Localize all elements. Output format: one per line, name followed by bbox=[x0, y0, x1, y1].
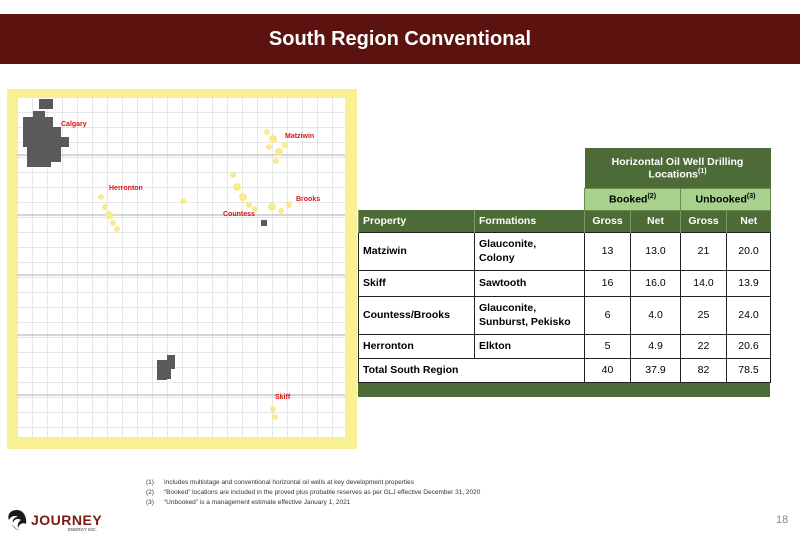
group-header: Horizontal Oil Well Drilling Locations$^{(1)}$ bbox=[585, 148, 771, 188]
row-property: Matziwin bbox=[359, 232, 475, 270]
footnote: (2) “Booked” locations are included in the proved plus probable reserves as per GLJ effective December 31, 2020 bbox=[146, 489, 481, 496]
countess-lands bbox=[261, 220, 267, 226]
row-booked-gross: 16 bbox=[585, 270, 631, 296]
logo-name: JOURNEY bbox=[31, 512, 103, 528]
column-header-booked-gross: Gross bbox=[585, 210, 631, 232]
map-frame bbox=[7, 89, 357, 449]
row-unbooked-net: 20.0 bbox=[727, 232, 771, 270]
total-booked-gross: 40 bbox=[585, 358, 631, 382]
total-label: Total South Region bbox=[359, 358, 585, 382]
row-unbooked-gross: 21 bbox=[681, 232, 727, 270]
row-unbooked-net: 24.0 bbox=[727, 296, 771, 334]
row-booked-gross: 6 bbox=[585, 296, 631, 334]
column-header-formations: Formations bbox=[475, 210, 585, 232]
table-row bbox=[359, 232, 771, 270]
row-booked-net: 13.0 bbox=[631, 232, 681, 270]
map-label-countess: Countess bbox=[223, 211, 255, 218]
total-unbooked-net: 78.5 bbox=[727, 358, 771, 382]
footnote: (1) Includes multistage and conventional horizontal oil wells at key development properties bbox=[146, 479, 415, 486]
row-formations: Sawtooth bbox=[475, 270, 585, 296]
row-booked-net: 16.0 bbox=[631, 270, 681, 296]
row-unbooked-net: 13.9 bbox=[727, 270, 771, 296]
map-grid bbox=[17, 97, 345, 437]
row-booked-net: 4.9 bbox=[631, 334, 681, 358]
column-header-booked-net: Net bbox=[631, 210, 681, 232]
map-label-calgary: Calgary bbox=[61, 121, 87, 128]
table-row bbox=[359, 270, 771, 296]
column-header-property: Property bbox=[359, 210, 475, 232]
journey-logo bbox=[6, 508, 116, 532]
row-unbooked-gross: 25 bbox=[681, 296, 727, 334]
table-row bbox=[359, 334, 771, 358]
row-booked-net: 4.0 bbox=[631, 296, 681, 334]
row-property: Countess/Brooks bbox=[359, 296, 475, 334]
row-property: Herronton bbox=[359, 334, 475, 358]
row-formations: Glauconite, Colony bbox=[475, 232, 585, 270]
row-formations: Glauconite, Sunburst, Pekisko bbox=[475, 296, 585, 334]
map-label-herronton: Herronton bbox=[109, 185, 143, 192]
row-booked-gross: 5 bbox=[585, 334, 631, 358]
logo-sub: ENERGY INC. bbox=[68, 527, 98, 532]
table-row bbox=[359, 296, 771, 334]
map-label-skiff: Skiff bbox=[275, 394, 291, 401]
row-unbooked-gross: 22 bbox=[681, 334, 727, 358]
row-property: Skiff bbox=[359, 270, 475, 296]
row-formations: Elkton bbox=[475, 334, 585, 358]
table-total-row bbox=[359, 358, 771, 382]
unbooked-header: Unbooked$^{(3)}$ bbox=[681, 188, 771, 210]
booked-header: Booked$^{(2)}$ bbox=[585, 188, 681, 210]
column-header-unbooked-gross: Gross bbox=[681, 210, 727, 232]
total-booked-net: 37.9 bbox=[631, 358, 681, 382]
footnotes bbox=[146, 478, 480, 508]
map-label-brooks: Brooks bbox=[296, 196, 321, 203]
table-bottom-bar bbox=[358, 383, 770, 397]
map-label-matziwin: Matziwin bbox=[285, 133, 315, 140]
slide-title: South Region Conventional bbox=[268, 28, 532, 50]
page-number: 18 bbox=[776, 514, 789, 526]
row-unbooked-net: 20.6 bbox=[727, 334, 771, 358]
row-booked-gross: 13 bbox=[585, 232, 631, 270]
journey-swirl-icon bbox=[6, 509, 28, 531]
row-unbooked-gross: 14.0 bbox=[681, 270, 727, 296]
map-graphic bbox=[17, 97, 345, 437]
map-area bbox=[17, 97, 345, 437]
drilling-locations-table bbox=[358, 148, 771, 383]
total-unbooked-gross: 82 bbox=[681, 358, 727, 382]
column-header-unbooked-net: Net bbox=[727, 210, 771, 232]
footnote: (3) “Unbooked” is a management estimate effective January 1, 2021 bbox=[146, 499, 351, 506]
